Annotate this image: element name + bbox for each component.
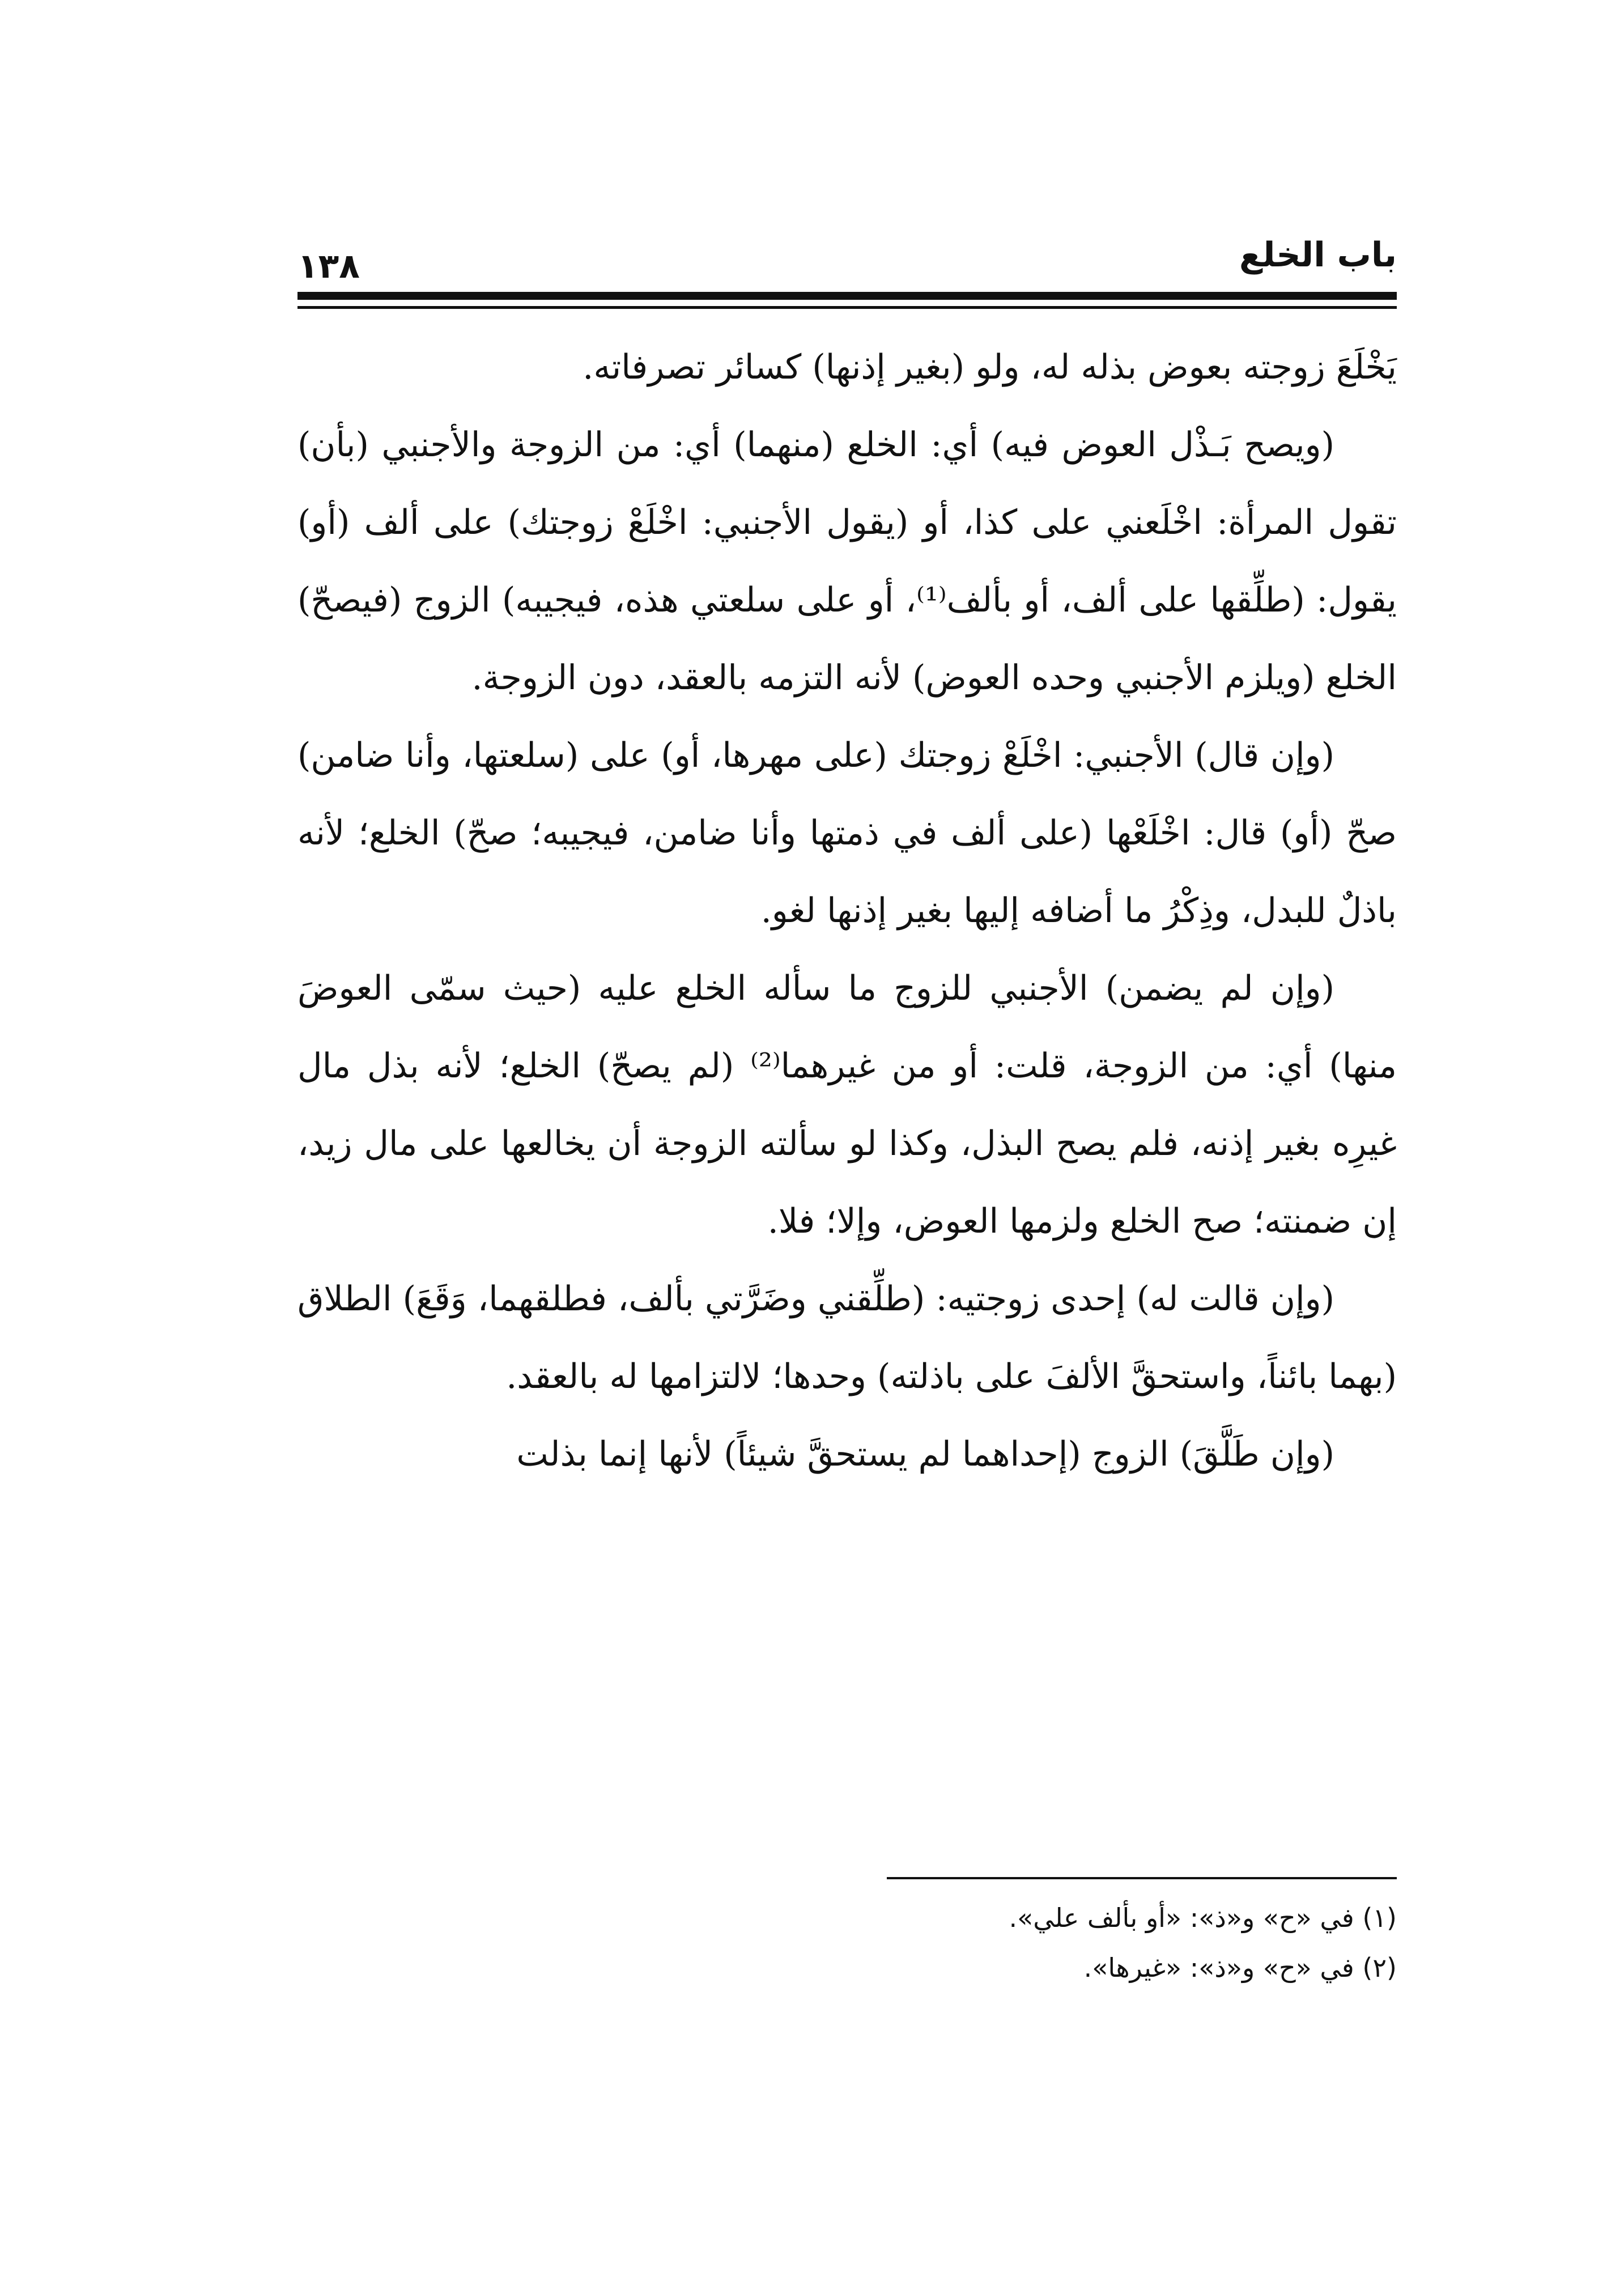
footnote-separator xyxy=(887,1877,1397,1879)
paragraph: (ويصح بَـذْل العوض فيه) أي: الخلع (منهما) أي: من الزوجة والأجنبي (بأن) تقول المرأة: اخْلَعني على كذا، أو (يقول الأجنبي: اخْلَعْ زوجتك) على ألف (أو) يقول: (طلِّقها على ألف، أو بألف⁽¹⁾، أو على سلعتي هذه، فيجيبه) الزوج (فيصحّ) الخلع (ويلزم الأجنبي وحده العوض) لأنه التزمه بالعقد، دون الزوجة. xyxy=(297,425,1397,698)
footnotes xyxy=(297,1893,1397,1993)
main-text xyxy=(297,329,1397,1493)
paragraph: (وإن قالت له) إحدى زوجتيه: (طلِّقني وضَرَّتي بألف، فطلقهما، وَقَعَ) الطلاق (بهما بائناً، واستحقَّ الألفَ على باذلته) وحدها؛ لالتزامها له بالعقد. xyxy=(297,1279,1397,1396)
header-rule-thick xyxy=(297,292,1397,300)
paragraph: (وإن لم يضمن) الأجنبي للزوج ما سأله الخلع عليه (حيث سمّى العوضَ منها) أي: من الزوجة، قلت: أو من غيرهما⁽²⁾ (لم يصحّ) الخلع؛ لأنه بذل مال غيرِه بغير إذنه، فلم يصح البذل، وكذا لو سألته الزوجة أن يخالعها على مال زيد، إن ضمنته؛ صح الخلع ولزمها العوض، وإلا؛ فلا. xyxy=(297,969,1397,1241)
footnote-1: (١) في «ح» و«ذ»: «أو بألف علي». xyxy=(1009,1903,1397,1933)
chapter-title: باب الخلع xyxy=(1239,235,1397,275)
header-rule-thin xyxy=(297,306,1397,309)
footnote-2: (٢) في «ح» و«ذ»: «غيرها». xyxy=(1083,1952,1397,1983)
paragraph: (وإن قال) الأجنبي: اخْلَعْ زوجتك (على مهرها، أو) على (سلعتها، وأنا ضامن) صحّ (أو) قال: اخْلَعْها (على ألف في ذمتها وأنا ضامن، فيجيبه؛ صحّ) الخلع؛ لأنه باذلٌ للبدل، وذِكْرُ ما أضافه إليها بغير إذنها لغو. xyxy=(297,736,1397,931)
page-number: ١٣٨ xyxy=(297,247,360,286)
page-header xyxy=(297,230,1397,292)
paragraph-continuation: يَخْلَعَ زوجته بعوض بذله له، ولو (بغير إذنها) كسائر تصرفاته. xyxy=(583,347,1397,387)
paragraph: (وإن طَلَّقَ) الزوج (إحداهما لم يستحقَّ شيئاً) لأنها إنما بذلت xyxy=(516,1434,1334,1474)
